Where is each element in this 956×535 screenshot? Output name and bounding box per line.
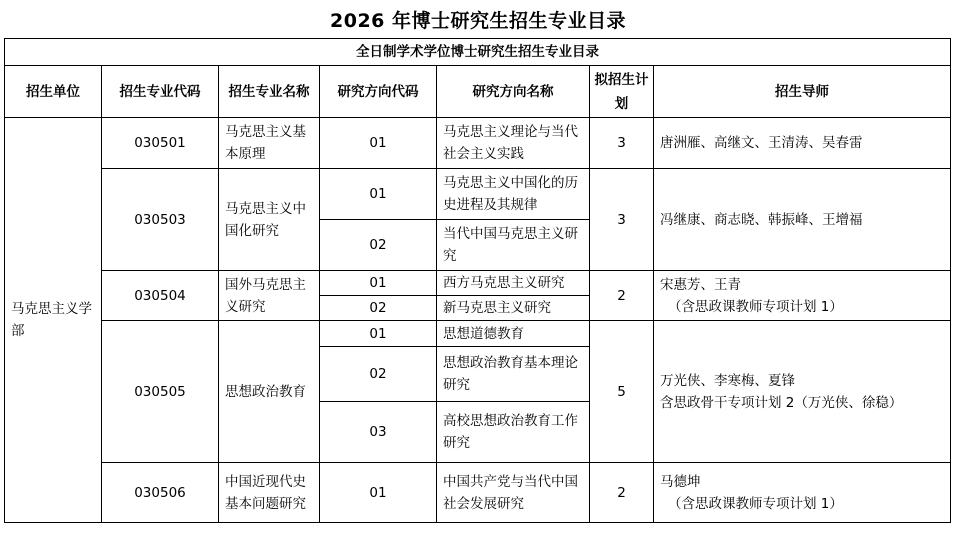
direction-code: 02 [320, 347, 437, 402]
table-row [5, 169, 951, 220]
major-code: 030501 [102, 118, 219, 169]
supervisors-note: （含思政课教师专项计划 1） [668, 495, 843, 512]
supervisors-names: 冯继康、商志晓、韩振峰、王增福 [660, 211, 863, 228]
table-row [5, 271, 951, 296]
direction-code: 01 [320, 463, 437, 523]
major-name: 马克思主义中国化研究 [219, 169, 320, 271]
major-name: 思想政治教育 [219, 321, 320, 463]
direction-name: 西方马克思主义研究 [437, 271, 590, 296]
direction-name: 马克思主义理论与当代社会主义实践 [437, 118, 590, 169]
header-unit: 招生单位 [5, 66, 102, 118]
plan-count: 3 [590, 169, 654, 271]
header-supervisors: 招生导师 [654, 66, 951, 118]
major-name: 中国近现代史基本问题研究 [219, 463, 320, 523]
direction-code: 01 [320, 271, 437, 296]
direction-name: 思想道德教育 [437, 321, 590, 347]
direction-code: 01 [320, 169, 437, 220]
header-plan: 拟招生计划 [590, 66, 654, 118]
major-code: 030505 [102, 321, 219, 463]
direction-code: 01 [320, 321, 437, 347]
header-major-code: 招生专业代码 [102, 66, 219, 118]
supervisors-note: （含思政课教师专项计划 1） [668, 298, 843, 315]
plan-count: 2 [590, 463, 654, 523]
header-major-name: 招生专业名称 [219, 66, 320, 118]
direction-name: 当代中国马克思主义研究 [437, 220, 590, 271]
table-row [5, 321, 951, 347]
direction-name: 新马克思主义研究 [437, 296, 590, 321]
admission-catalog-table [4, 38, 951, 523]
plan-count: 5 [590, 321, 654, 463]
header-direction-code: 研究方向代码 [320, 66, 437, 118]
supervisors-cell [654, 118, 951, 169]
supervisors-cell [654, 321, 951, 463]
direction-name: 中国共产党与当代中国社会发展研究 [437, 463, 590, 523]
direction-code: 02 [320, 296, 437, 321]
direction-code: 01 [320, 118, 437, 169]
table-row [5, 463, 951, 523]
supervisors-names: 马德坤 [660, 473, 701, 490]
direction-name: 马克思主义中国化的历史进程及其规律 [437, 169, 590, 220]
supervisors-cell [654, 271, 951, 321]
supervisors-names: 唐洲雁、高继文、王清涛、吴春雷 [660, 135, 863, 151]
direction-name: 高校思想政治教育工作研究 [437, 402, 590, 463]
major-name: 国外马克思主义研究 [219, 271, 320, 321]
direction-code: 02 [320, 220, 437, 271]
supervisors-names: 宋惠芳、王青 [660, 276, 741, 293]
page-title: 2026 年博士研究生招生专业目录 [330, 10, 626, 32]
header-direction-name: 研究方向名称 [437, 66, 590, 118]
table-banner: 全日制学术学位博士研究生招生专业目录 [5, 39, 951, 66]
plan-count: 3 [590, 118, 654, 169]
supervisors-cell [654, 169, 951, 271]
plan-count: 2 [590, 271, 654, 321]
major-name: 马克思主义基本原理 [219, 118, 320, 169]
table-row [5, 118, 951, 169]
direction-code: 03 [320, 402, 437, 463]
supervisors-names: 万光侠、李寒梅、夏锋 [660, 372, 795, 389]
direction-name: 思想政治教育基本理论研究 [437, 347, 590, 402]
major-code: 030504 [102, 271, 219, 321]
supervisors-cell [654, 463, 951, 523]
supervisors-note: 含思政骨干专项计划 2（万光侠、徐稳） [660, 394, 903, 411]
major-code: 030503 [102, 169, 219, 271]
unit-cell: 马克思主义学部 [5, 118, 102, 523]
major-code: 030506 [102, 463, 219, 523]
